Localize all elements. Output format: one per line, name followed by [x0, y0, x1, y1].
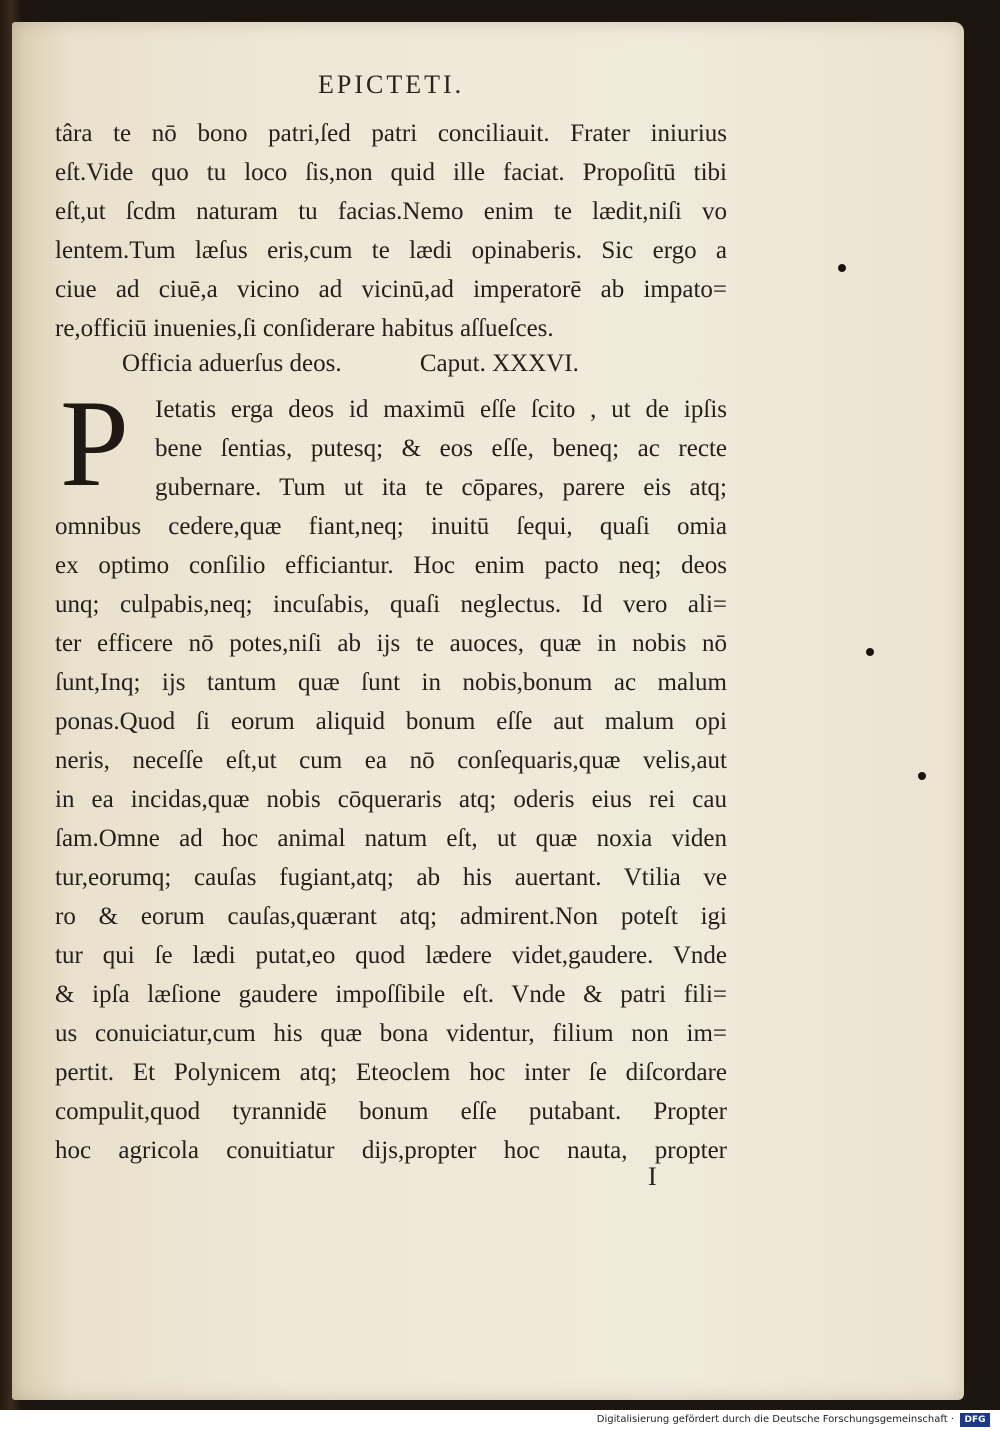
text-line: & ipſa læſione gaudere impoſſibile eſt. Vnde & patri fili=: [55, 981, 727, 1008]
text-line: in ea incidas,quæ nobis cōqueraris atq; oderis eius rei cau: [55, 786, 727, 813]
text-line: us conuiciatur,cum his quæ bona videntur, filium non im=: [55, 1020, 727, 1047]
text-line: omnibus cedere,quæ fiant,neq; inuitū ſequi, quaſi omia: [55, 513, 727, 540]
footer-credit: Digitalisierung gefördert durch die Deutsche Forschungsgemeinschaft ·: [596, 1414, 954, 1425]
text-line: re,officiū inuenies,ſi conſiderare habitus aſſueſces.: [55, 315, 554, 342]
text-line: eſt,ut ſcdm naturam tu facias.Nemo enim te lædit,niſi vo: [55, 198, 727, 225]
text-line: tur qui ſe lædi putat,eo quod lædere videt,gaudere. Vnde: [55, 942, 727, 969]
text-line: ter efficere nō potes,niſi ab ijs te auoces, quæ in nobis nō: [55, 630, 727, 657]
ink-spot: [866, 648, 874, 656]
text-line: eſt.Vide quo tu loco ſis,non quid ille faciat. Propoſitū tibi: [55, 159, 727, 186]
text-line: gubernare. Tum ut ita te cōpares, parere eis atq;: [155, 474, 727, 501]
text-line: târa te nō bono patri,ſed patri conciliauit. Frater iniurius: [55, 120, 727, 147]
chapter-title: Officia aduerſus deos.: [122, 350, 342, 377]
text-line: tur,eorumq; cauſas fugiant,atq; ab his auertant. Vtilia ve: [55, 864, 727, 891]
ink-spot: [918, 772, 926, 780]
text-line: ciue ad ciuē,a vicino ad vicinū,ad imperatorē ab impato=: [55, 276, 727, 303]
dfg-logo: DFG: [960, 1413, 990, 1427]
running-head: EPICTETI.: [318, 70, 465, 99]
text-line: bene ſentias, putesq; & eos eſſe, beneq; ac recte: [155, 435, 727, 462]
text-line: compulit,quod tyrannidē bonum eſſe putabant. Propter: [55, 1098, 727, 1125]
signature-mark: I: [648, 1162, 657, 1191]
text-line: ponas.Quod ſi eorum aliquid bonum eſſe aut malum opi: [55, 708, 727, 735]
text-line: hoc agricola conuitiatur dijs,propter hoc nauta, propter: [55, 1137, 727, 1164]
chapter-number: Caput. XXXVI.: [419, 350, 579, 377]
text-line: neris, neceſſe eſt,ut cum ea nō conſequaris,quæ velis,aut: [55, 747, 727, 774]
text-line: ſunt,Inq; ijs tantum quæ ſunt in nobis,bonum ac malum: [55, 669, 727, 696]
text-line: lentem.Tum læſus eris,cum te lædi opinaberis. Sic ergo a: [55, 237, 727, 264]
footer-bar: [0, 1410, 1000, 1431]
drop-cap: P: [60, 375, 129, 512]
text-line: ſam.Omne ad hoc animal natum eſt, ut quæ noxia viden: [55, 825, 727, 852]
text-line: ex optimo conſilio efficiantur. Hoc enim pacto neq; deos: [55, 552, 727, 579]
text-line: pertit. Et Polynicem atq; Eteoclem hoc inter ſe diſcordare: [55, 1059, 727, 1086]
ink-spot: [838, 264, 846, 272]
text-line: ro & eorum cauſas,quærant atq; admirent.Non poteſt igi: [55, 903, 727, 930]
text-line: Ietatis erga deos id maximū eſſe ſcito , ut de ipſis: [155, 396, 727, 423]
text-line: unq; culpabis,neq; incuſabis, quaſi neglectus. Id vero ali=: [55, 591, 727, 618]
chapter-heading: [122, 350, 579, 378]
